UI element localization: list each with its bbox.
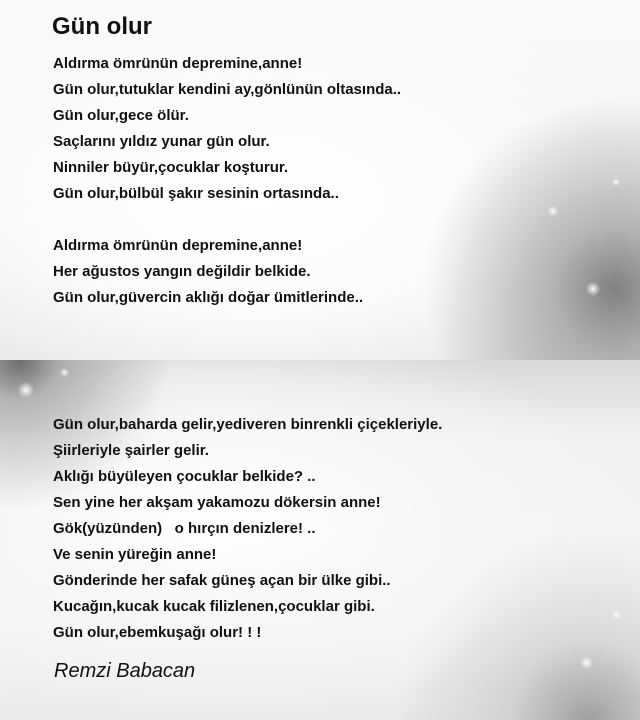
poem-line: Sen yine her akşam yakamozu dökersin anne! bbox=[53, 494, 381, 511]
poem-stanza-1 bbox=[53, 51, 401, 207]
poem-line: Gün olur,baharda gelir,yediveren binrenkli çiçekleriyle. bbox=[53, 416, 443, 433]
poem-line: Ninniler büyür,çocuklar koşturur. bbox=[53, 159, 289, 176]
poem-stanza-3 bbox=[53, 412, 442, 646]
poem-stanza-2 bbox=[53, 233, 363, 311]
poem-line: Kucağın,kucak kucak filizlenen,çocuklar gibi. bbox=[53, 598, 375, 615]
poem-line: Gönderinde her safak güneş açan bir ülke gibi.. bbox=[53, 572, 391, 589]
poem-line: Aldırma ömrünün depremine,anne! bbox=[53, 237, 303, 254]
poem-line: Gök(yüzünden) o hırçın denizlere! .. bbox=[53, 520, 316, 537]
poem-line: Şiirleriyle şairler gelir. bbox=[53, 442, 209, 459]
sparkle-decoration bbox=[18, 382, 34, 398]
poem-line: Saçlarını yıldız yunar gün olur. bbox=[53, 133, 270, 150]
poem-line: Gün olur,gece ölür. bbox=[53, 107, 189, 124]
poem-title: Gün olur bbox=[52, 13, 152, 40]
poem-line: Gün olur,ebemkuşağı olur! ! ! bbox=[53, 624, 262, 641]
sparkle-decoration bbox=[580, 656, 593, 669]
poem-author: Remzi Babacan bbox=[54, 660, 196, 682]
poem-line: Aklığı büyüleyen çocuklar belkide? .. bbox=[53, 468, 316, 485]
poem-line: Gün olur,bülbül şakır sesinin ortasında.. bbox=[53, 185, 339, 202]
poem-line: Ve senin yüreğin anne! bbox=[53, 546, 217, 563]
poem-line: Gün olur,güvercin aklığı doğar ümitlerinde.. bbox=[53, 289, 364, 306]
sparkle-decoration bbox=[612, 178, 620, 186]
poem-line: Her ağustos yangın değildir belkide. bbox=[53, 263, 311, 280]
sparkle-decoration bbox=[548, 206, 558, 216]
sparkle-decoration bbox=[60, 368, 69, 377]
sparkle-decoration bbox=[612, 610, 621, 619]
poem-line: Gün olur,tutuklar kendini ay,gönlünün oltasında.. bbox=[53, 81, 402, 98]
poem-line: Aldırma ömrünün depremine,anne! bbox=[53, 55, 303, 72]
bottom-poem-panel bbox=[0, 360, 640, 720]
sparkle-decoration bbox=[586, 282, 600, 296]
